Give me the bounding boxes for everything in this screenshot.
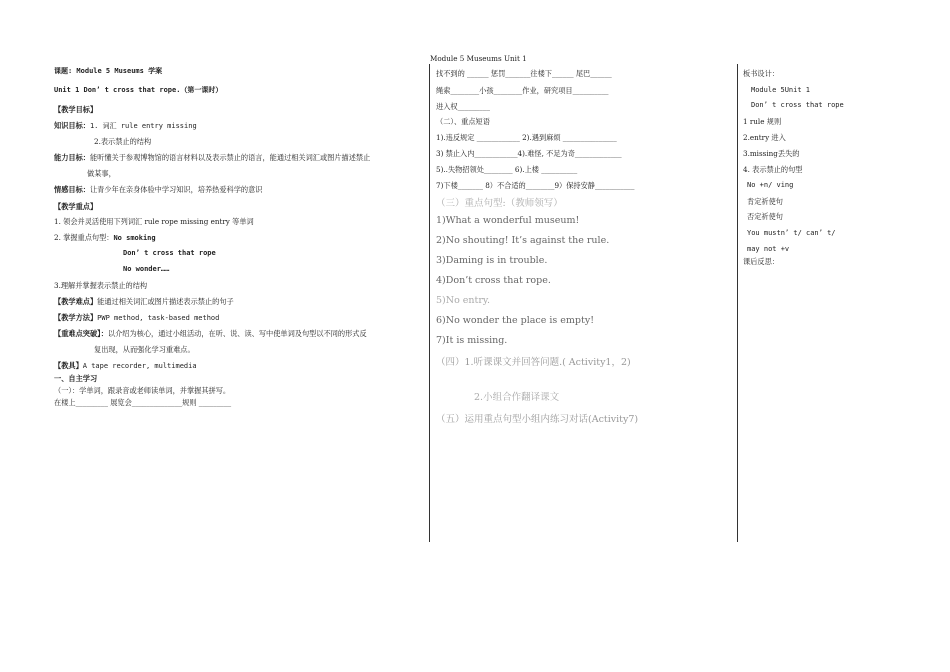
emotion-text: 让青少年在亲身体验中学习知识，培养热爱科学的意识 xyxy=(89,185,263,194)
phrase-row-1: 1).违反规定 ____________ 2).遇到麻烦 _______________ xyxy=(436,133,617,142)
activity-5-heading: （五）运用重点句型小组内练习对话(Activity7) xyxy=(436,414,639,425)
method xyxy=(54,313,219,323)
sentences-heading: （三）重点句型:（教师领写） xyxy=(436,198,563,209)
key-sentence-3: No wonder…… xyxy=(123,265,170,273)
step-1: （一）：学单词，跟录音或老师读单词，并掌握其拼写。 xyxy=(54,386,231,395)
phrase-row-3: 5)..失物招领处________ 6).上楼 __________ xyxy=(436,165,578,174)
phrase-row-2: 3) 禁止入内____________4).难怪, 不足为奇_____________ xyxy=(436,149,622,158)
sentence-5: 5)No entry. xyxy=(436,295,491,306)
tools xyxy=(54,361,197,371)
activity-4-step-2: 2.小组合作翻译课文 xyxy=(474,392,560,403)
knowledge-goal xyxy=(54,121,197,131)
phrases-heading: （二）、重点短语 xyxy=(436,117,490,126)
self-study-heading: 一、自主学习 xyxy=(54,374,98,383)
goals-heading: 【教学目标】 xyxy=(54,105,98,114)
lesson-subtitle: Unit 1 Don’ t cross that rope.（第一课时） xyxy=(54,86,223,94)
breakthrough-label: 【重难点突破】： xyxy=(54,329,108,338)
method-text: PWP method, task-based method xyxy=(97,314,220,322)
sentence-6: 6)No wonder the place is empty! xyxy=(436,315,595,326)
board-line-4: 2.entry 进入 xyxy=(743,133,786,142)
vocab-fill-3: 绳索________小孩________作业，研究项目__________ xyxy=(436,86,609,95)
key-point-3: 3.理解并掌握表示禁止的结构 xyxy=(54,281,148,290)
key-point-2-label: 2. 掌握重点句型： xyxy=(54,233,114,242)
board-line-6: 4. 表示禁止的句型 xyxy=(743,165,803,174)
lesson-topic: 课题: Module 5 Museums 学案 xyxy=(54,67,163,75)
breakthrough xyxy=(54,329,367,339)
vocab-fill-2: 找不到的 ______ 惩罚_______往楼下______ 尾巴______ xyxy=(436,69,612,78)
vocab-fill-4: 进入权_________ xyxy=(436,102,490,111)
sentence-2: 2)No shouting! It’s against the rule. xyxy=(436,235,610,246)
knowledge-item-1: 1. 词汇 rule entry missing xyxy=(89,122,197,130)
key-sentence-1: No smoking xyxy=(113,234,156,242)
method-label: 【教学方法】 xyxy=(54,313,98,322)
sentence-3: 3)Daming is in trouble. xyxy=(436,255,548,266)
board-line-1: Module 5Unit 1 xyxy=(751,86,811,94)
board-line-11: may not +v xyxy=(747,245,790,253)
board-line-8: 肯定祈使句 xyxy=(747,197,783,206)
key-point-2 xyxy=(54,233,156,243)
key-heading: 【教学重点】 xyxy=(54,202,98,211)
emotion-goal xyxy=(54,185,262,195)
breakthrough-text-2: 复出现，从而强化学习重难点。 xyxy=(94,345,195,354)
emotion-label: 情感目标： xyxy=(54,185,90,194)
ability-text-2: 做某事， xyxy=(87,169,116,178)
board-line-3: 1 rule 规则 xyxy=(743,117,782,126)
tools-label: 【教具】 xyxy=(54,361,83,370)
knowledge-label: 知识目标： xyxy=(54,121,90,130)
board-line-5: 3.missing丢失的 xyxy=(743,149,800,158)
sentence-1: 1)What a wonderful museum! xyxy=(436,215,580,226)
sentence-4: 4)Don’t cross that rope. xyxy=(436,275,551,286)
key-point-1: 1. 领会并灵活使用下列词汇 rule rope missing entry 等单词 xyxy=(54,217,254,226)
reflection-heading: 课后反思： xyxy=(743,257,779,266)
board-line-10: You mustn’ t/ can’ t/ xyxy=(747,229,836,237)
board-line-7: No +n/ ving xyxy=(747,181,794,189)
page-title: Module 5 Museums Unit 1 xyxy=(430,54,527,63)
tools-text: A tape recorder, multimedia xyxy=(82,362,197,370)
vocab-fill-1: 在楼上_________ 展览会______________规则 _________ xyxy=(54,398,232,407)
activity-4-heading: （四）1.听课课文并回答问题.( Activity1，2) xyxy=(436,357,631,368)
ability-label: 能力目标： xyxy=(54,153,90,162)
knowledge-item-2: 2.表示禁止的结构 xyxy=(94,137,152,146)
ability-text-1: 能听懂关于参观博物馆的语言材料以及表示禁止的语言，能通过相关词汇或图片描述禁止 xyxy=(89,153,371,162)
key-sentence-2: Don’ t cross that rope xyxy=(123,249,216,257)
sentence-7: 7)It is missing. xyxy=(436,335,508,346)
difficulty xyxy=(54,297,234,307)
board-design-heading: 板书设计： xyxy=(743,69,779,78)
difficulty-label: 【教学难点】 xyxy=(54,297,98,306)
column-divider-right xyxy=(737,64,738,542)
board-line-9: 否定祈使句 xyxy=(747,212,783,221)
breakthrough-text-1: 以介绍为核心，通过小组活动，在听、说、读、写中使单词及句型以不同的形式反 xyxy=(107,329,367,338)
board-line-2: Don’ t cross that rope xyxy=(751,101,844,109)
column-divider-left xyxy=(429,64,430,542)
phrase-row-4: 7)下楼_______ 8）不合适的________9）保持安静___________ xyxy=(436,181,635,190)
difficulty-text: 能通过相关词汇或图片描述表示禁止的句子 xyxy=(97,297,234,306)
ability-goal xyxy=(54,153,370,163)
